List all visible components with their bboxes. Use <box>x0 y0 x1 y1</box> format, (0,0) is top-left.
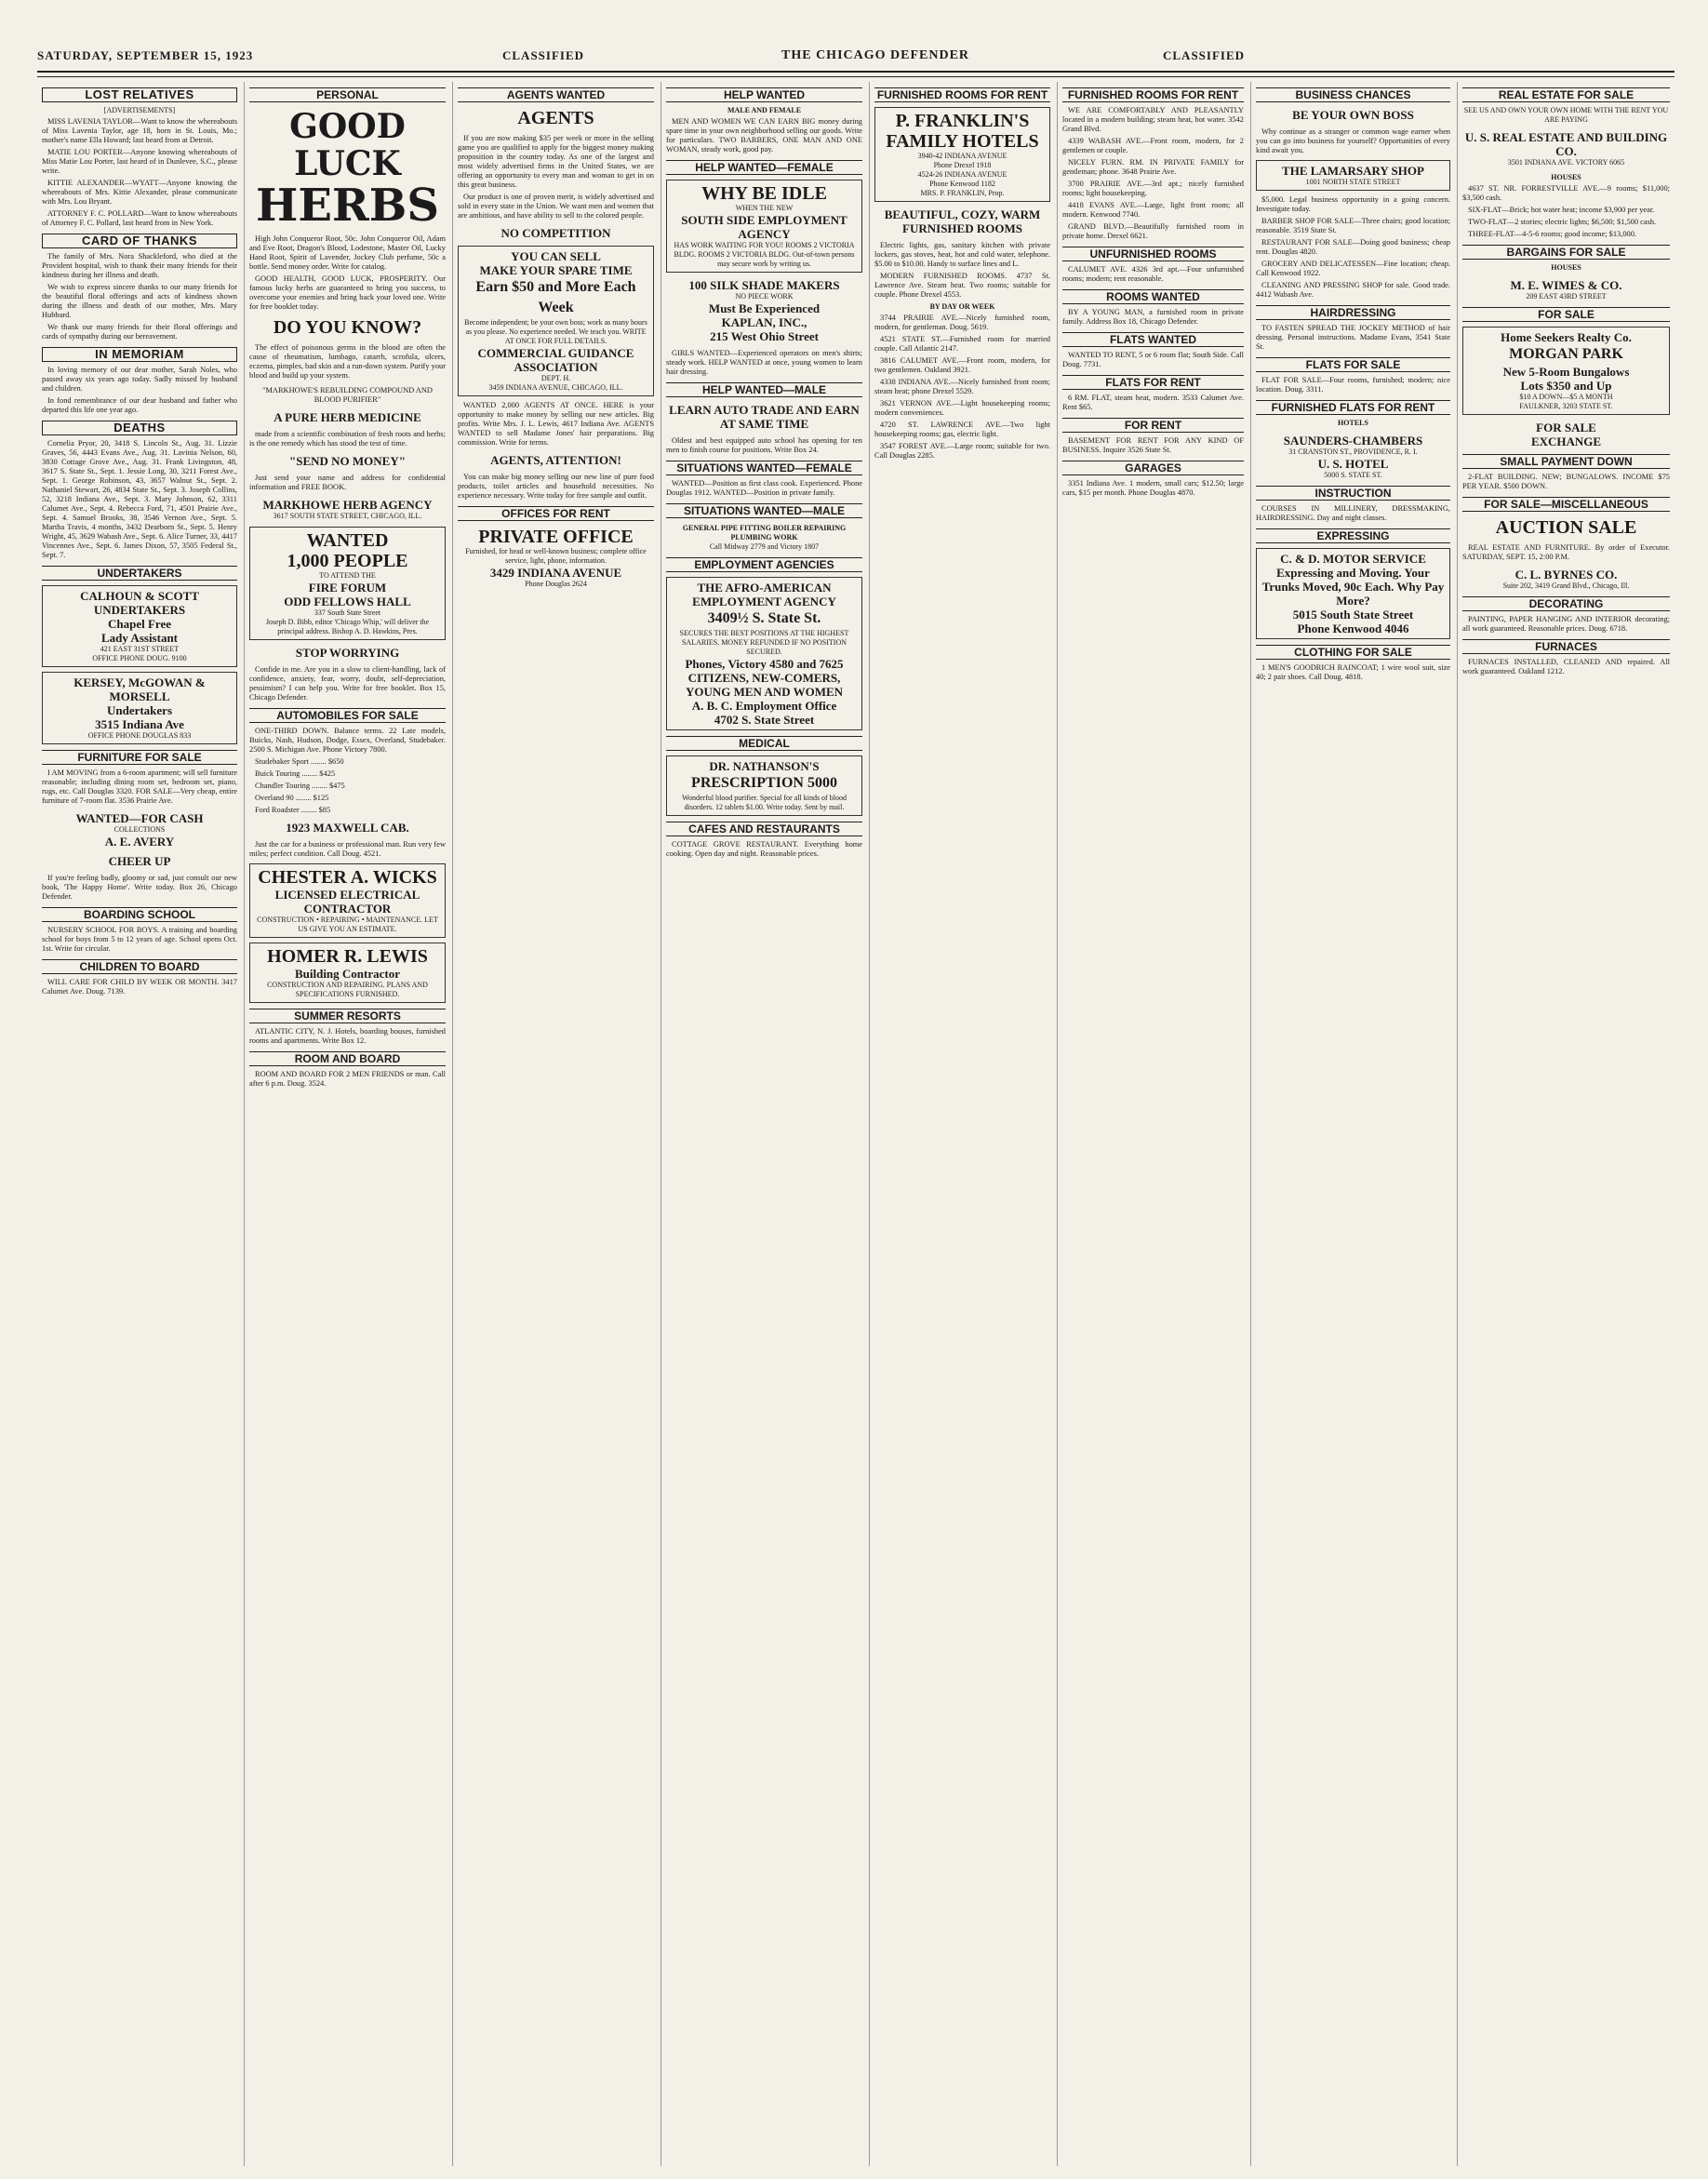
furnished-rooms-heading: FURNISHED ROOMS FOR RENT <box>874 87 1050 102</box>
ad-line: Chapel Free <box>108 617 171 631</box>
room-listing: 4339 WABASH AVE.—Front room, modern, for 2 gentlemen or couple. <box>1062 137 1244 154</box>
nathanson-ad <box>666 755 862 816</box>
real-estate-listing: THREE-FLAT—4-5-6 rooms; good income; $13,000. <box>1468 230 1636 238</box>
furniture-text: I AM MOVING from a 6-room apartment; will sell furniture reasonable; including dining room set, bedroom set, piano, rugs, etc. Call Douglas 3320. FOR SALE—Very cheap, entire furniture of 7-room flat. 3536 Prairie Ave. <box>42 769 237 805</box>
in-memoriam-heading: IN MEMORIAM <box>42 347 237 362</box>
ad-phone: Phones, Victory 4580 and 7625 <box>685 657 844 671</box>
auto-list-item: Overland 90 ........ $125 <box>255 794 329 802</box>
ad-title: Home Seekers Realty Co. <box>1501 330 1632 344</box>
deaths-heading: DEATHS <box>42 421 237 435</box>
ad-title: BE YOUR OWN BOSS <box>1292 108 1414 122</box>
ad-address: 421 EAST 31ST STREET <box>100 645 180 653</box>
personal-heading: PERSONAL <box>249 87 446 102</box>
section-label-left: CLASSIFIED <box>502 48 585 62</box>
thanks-item: We thank our many friends for their floral offerings and cards of sympathy during our bereavement. <box>42 323 237 341</box>
fire-forum-ad <box>249 527 446 640</box>
instruction-text: COURSES IN MILLINERY, DRESSMAKING, HAIRDRESSING. Day and night classes. <box>1256 504 1450 522</box>
ad-line: Lots $350 and Up <box>1520 379 1612 393</box>
ad-subtitle: LICENSED ELECTRICAL CONTRACTOR <box>274 888 420 916</box>
ad-address: 4524-26 INDIANA AVENUE <box>917 170 1007 179</box>
ad-title: CALHOUN & SCOTT <box>80 589 199 603</box>
furnished-rooms-heading-2: FURNISHED ROOMS FOR RENT <box>1062 87 1244 102</box>
ad-address: 4702 S. State Street <box>714 713 815 727</box>
chester-wicks-ad <box>249 863 446 938</box>
cafes-heading: CAFES AND RESTAURANTS <box>666 822 862 836</box>
ad-title: FOR SALE <box>1536 421 1596 434</box>
markhowe-agency <box>249 498 446 521</box>
ad-line: TO ATTEND THE <box>319 571 376 580</box>
calhoun-scott-ad <box>42 585 237 667</box>
ad-text: Become independent; be your own boss; work as many hours as you please. No experience needed. We teach you. WRITE AT ONCE FOR FULL DETAILS. <box>464 318 647 345</box>
send-no-money-text: Just send your name and address for confidential information and FREE BOOK. <box>249 474 446 491</box>
ad-line: CITIZENS, NEW-COMERS, YOUNG MEN AND WOMEN <box>685 671 844 699</box>
ad-title: AGENTS <box>517 108 594 128</box>
room-listing: 3547 FOREST AVE.—Large room; suitable for two. Call Douglas 2285. <box>874 442 1050 460</box>
furnaces-heading: FURNACES <box>1462 639 1670 654</box>
ad-title: HERBS <box>255 180 440 232</box>
pure-herb-text: made from a scientific combination of fresh roots and herbs; is the one remedy which has stood the test of time. <box>249 430 446 448</box>
wanted-cash-ad <box>42 811 237 849</box>
cheer-up-ad <box>42 854 237 868</box>
ad-title: 1923 MAXWELL CAB. <box>286 821 409 835</box>
south-side-agency-ad <box>666 180 862 273</box>
ad-title: 100 SILK SHADE MAKERS <box>688 278 840 292</box>
business-listing: GROCERY AND DELICATESSEN—Fine location; cheap. Call Kenwood 1922. <box>1256 260 1450 277</box>
flats-rent-text: 6 RM. FLAT, steam heat, modern. 3533 Calumet Ave. Rent $65. <box>1062 394 1244 411</box>
ad-address: 3515 Indiana Ave <box>95 717 184 731</box>
ad-title: CHEER UP <box>108 854 171 868</box>
masthead <box>37 48 1675 71</box>
masthead-rule <box>37 71 1675 73</box>
ad-subtitle: MAKE YOUR SPARE TIME <box>479 263 633 277</box>
children-text: WILL CARE FOR CHILD BY WEEK OR MONTH. 3417 Calumet Ave. Doug. 7139. <box>42 978 237 996</box>
ad-title: THE LAMARSARY SHOP <box>1282 164 1424 178</box>
real-estate-listing: TWO-FLAT—2 stories; electric lights; $6,500; $1,500 cash. <box>1468 218 1657 226</box>
lost-item: ATTORNEY F. C. POLLARD—Want to know whereabouts of Attorney F. C. Pollard, last heard from in New York. <box>42 209 237 227</box>
ad-line: DEPT. H. <box>540 374 571 382</box>
column-4 <box>661 82 867 2166</box>
column-8 <box>1457 82 1675 2166</box>
thanks-item: The family of Mrs. Nora Shackleford, who died at the Provident hospital, wish to thank their many friends for their kindness during her illness and death. <box>42 252 237 279</box>
lost-item: KITTIE ALEXANDER—WYATT—Anyone knowing the whereabouts of Mrs. Kittie Alexander, please communicate with Mrs. Lou Bryant. <box>42 179 237 206</box>
ad-title: LEARN AUTO TRADE AND EARN AT SAME TIME <box>669 403 860 431</box>
room-listing: 3744 PRAIRIE AVE.—Nicely furnished room, modern, for gentleman. Doug. 5619. <box>874 314 1050 331</box>
ad-line: ODD FELLOWS HALL <box>284 595 411 608</box>
small-payment-text: 2-FLAT BUILDING. NEW; BUNGALOWS. INCOME $75 PER YEAR. $500 DOWN. <box>1462 473 1670 490</box>
room-listing: 4720 ST. LAWRENCE AVE.—Two light housekeeping rooms; gas, electric light. <box>874 421 1050 438</box>
agents-ad <box>458 108 654 128</box>
houses-heading-2: HOUSES <box>1551 263 1581 272</box>
cafes-text: COTTAGE GROVE RESTAURANT. Everything home cooking. Open day and night. Reasonable prices. <box>666 840 862 858</box>
ad-title: GENERAL PIPE FITTING BOILER REPAIRING PLUMBING WORK <box>682 524 847 541</box>
ad-text: CONSTRUCTION AND REPAIRING. PLANS AND SPECIFICATIONS FURNISHED. <box>267 981 428 998</box>
houses-heading: HOUSES <box>1551 173 1581 181</box>
ad-title: GOOD LUCK <box>289 107 406 183</box>
business-chances-heading: BUSINESS CHANCES <box>1256 87 1450 102</box>
lost-item: MISS LAVENIA TAYLOR—Want to know the whereabouts of Miss Lavenia Taylor, age 18, born in St. Louis, Mo.; mother's name Ella Howard; last heard from at Detroit. <box>42 117 237 144</box>
room-listing: 4418 EVANS AVE.—Large, light front room; all modern. Kenwood 7740. <box>1062 201 1244 219</box>
for-rent-heading: FOR RENT <box>1062 418 1244 433</box>
thanks-item: We wish to express sincere thanks to our many friends for the beautiful floral offerings and acts of kindness shown during the illness and death of our mother, Mrs. Mary Hubbard. <box>42 283 237 319</box>
ad-line: Must Be Experienced <box>708 301 821 315</box>
no-competition <box>458 226 654 240</box>
real-estate-heading: REAL ESTATE FOR SALE <box>1462 87 1670 102</box>
ad-phone: OFFICE PHONE DOUGLAS 833 <box>87 731 192 740</box>
flats-wanted-text: WANTED TO RENT, 5 or 6 room flat; South Side. Call Doug. 7731. <box>1062 351 1244 368</box>
boarding-school-heading: BOARDING SCHOOL <box>42 907 237 922</box>
hotels-heading: HOTELS <box>1338 419 1368 427</box>
ad-address: 3501 INDIANA AVE. VICTORY 6065 <box>1507 158 1625 167</box>
rooms-text: MODERN FURNISHED ROOMS. 4737 St. Lawrence Ave. Steam heat. Two rooms; suitable for couple. Phone Drexel 4553. <box>874 272 1050 299</box>
ad-text: Expressing and Moving. Your Trunks Moved, 90c Each. Why Pay More? <box>1261 566 1445 608</box>
auto-list-item: Buick Touring ........ $425 <box>255 769 336 778</box>
situations-female-heading: SITUATIONS WANTED—FEMALE <box>666 461 862 475</box>
ad-title: U. S. REAL ESTATE AND BUILDING CO. <box>1464 130 1668 158</box>
memoriam-item: In loving memory of our dear mother, Sarah Noles, who passed away six years ago today. Sadly missed by husband and children. <box>42 366 237 393</box>
do-you-know-ad <box>249 317 446 338</box>
ad-address: 3409½ S. State St. <box>707 610 821 626</box>
ad-title: 1,000 PEOPLE <box>287 551 408 571</box>
ad-line: FIRE FORUM <box>308 581 387 595</box>
ad-address: 3429 INDIANA AVENUE <box>489 566 622 580</box>
boiler-ad <box>666 524 862 552</box>
medical-heading: MEDICAL <box>666 736 862 751</box>
for-rent-text: BASEMENT FOR RENT FOR ANY KIND OF BUSINESS. Inquire 3526 State St. <box>1062 436 1244 454</box>
ad-title: KERSEY, McGOWAN & MORSELL <box>73 675 206 703</box>
rooms-wanted-text: BY A YOUNG MAN, a furnished room in private family. Address Box 18, Chicago Defender. <box>1062 308 1244 326</box>
ad-address: Suite 202, 3419 Grand Blvd., Chicago, Ill. <box>1502 582 1630 590</box>
employment-heading: EMPLOYMENT AGENCIES <box>666 557 862 572</box>
bargains-heading: BARGAINS FOR SALE <box>1462 245 1670 260</box>
auto-list-item: Studebaker Sport ........ $650 <box>255 757 344 766</box>
ad-title: AGENTS, ATTENTION! <box>490 453 621 467</box>
do-you-know-text: The effect of poisonous germs in the blood are often the cause of rheumatism, lumbago, catarrh, scrofula, ulcers, eczema, pimples, bad skin and a run-down system. Purify your blood and build up your system. <box>249 343 446 380</box>
room-board-text: ROOM AND BOARD FOR 2 MEN FRIENDS or man. Call after 6 p.m. Doug. 3524. <box>249 1070 446 1088</box>
herbs-text: High John Conqueror Root, 50c. John Conqueror Oil, Adam and Eve Root, Dragon's Blood, Lodestone, Master Oil, Lucky Hand Root, Spirit of Lavender, Jockey Club perfume, 50c a bottle. Send money order. Write for catalog. <box>249 234 446 271</box>
masthead-rule-thin <box>37 76 1675 77</box>
business-listing: CLEANING AND PRESSING SHOP for sale. Good trade. 4412 Wabash Ave. <box>1256 281 1450 299</box>
ad-title: WANTED <box>306 530 389 551</box>
ad-address: 3617 SOUTH STATE STREET, CHICAGO, ILL. <box>273 512 422 520</box>
ad-line: $10 A DOWN—$5 A MONTH <box>1519 393 1613 401</box>
unfurnished-text: CALUMET AVE. 4326 3rd apt.—Four unfurnished rooms; modern; rent reasonable. <box>1062 265 1244 283</box>
clothing-text: 1 MEN'S GOODRICH RAINCOAT; 1 wire wool suit, size 40; 2 pair shoes. Call Doug. 4818. <box>1256 663 1450 681</box>
section-label-right: CLASSIFIED <box>1163 48 1246 62</box>
mf-text: MEN AND WOMEN WE CAN EARN BIG money during spare time in your own neighborhood selling our goods. Write for particulars. TWO BARBERS, ONE MAN AND ONE WOMAN, steady work, good pay. <box>666 117 862 154</box>
ad-phone: OFFICE PHONE DOUG. 9100 <box>92 654 187 662</box>
children-board-heading: CHILDREN TO BOARD <box>42 959 237 974</box>
ad-company: KAPLAN, INC., <box>721 315 807 329</box>
ad-headline: Earn $50 and More Each Week <box>475 279 636 315</box>
ad-text: SECURES THE BEST POSITIONS AT THE HIGHEST SALARIES. MONEY REFUNDED IF NO POSITION SECURED. <box>679 629 849 656</box>
auto-list-item: Ford Roadster ........ $85 <box>255 806 331 814</box>
ad-title: U. S. HOTEL <box>1317 457 1389 471</box>
ad-address: 5015 South State Street <box>1292 608 1414 622</box>
rooms-wanted-heading: ROOMS WANTED <box>1062 289 1244 304</box>
ad-text: Furnished, for head or well-known business; complete office service, light, phone, information. <box>465 547 647 565</box>
column-1 <box>37 82 242 2166</box>
ad-company: A. B. C. Employment Office <box>691 699 837 713</box>
business-listing: RESTAURANT FOR SALE—Doing good business; cheap rent. Douglas 4820. <box>1256 238 1450 256</box>
agents-text: If you are now making $35 per week or more in the selling game you are qualified to apply for the biggest money making proposition in the country today. As one of the largest and most widely advertised firms in the United States, we are offering an opportunity to every man and woman to get in on this great business. <box>458 134 654 189</box>
column-5 <box>869 82 1055 2166</box>
lost-item: MATIE LOU PORTER—Anyone knowing whereabouts of Miss Matie Lou Porter, last heard of in Dunlevee, S.C., please write. <box>42 148 237 175</box>
for-sale-heading: FOR SALE <box>1462 307 1670 322</box>
hairdressing-text: TO FASTEN SPREAD THE JOCKEY METHOD of hair dressing. Personal instructions. Madame Evans, 3541 State St. <box>1256 324 1450 351</box>
ad-address: 209 EAST 43RD STREET <box>1526 292 1607 301</box>
ad-title: FAMILY HOTELS <box>886 131 1039 152</box>
ad-text: HAS WORK WAITING FOR YOU! ROOMS 2 VICTORIA BLDG. ROOMS 2 VICTORIA BLDG. Out-of-town persons may secure work by writing us. <box>674 241 855 268</box>
room-board-heading: ROOM AND BOARD <box>249 1051 446 1066</box>
ad-line: WHEN THE NEW <box>735 204 794 212</box>
ad-title: YOU CAN SELL <box>511 249 601 263</box>
franklin-hotels-ad <box>874 107 1050 202</box>
cheer-up-text: If you're feeling badly, gloomy or sad, just consult our new book, 'The Happy Home'. Write today. Box 26, Chicago Defender. <box>42 874 237 901</box>
real-estate-listing: SIX-FLAT—Brick; hot water heat; income $3,900 per year. <box>1468 206 1655 214</box>
pure-herb-title <box>249 410 446 424</box>
real-estate-listing: 4637 ST. NR. FORRESTVILLE AVE.—9 rooms; $11,000; $3,500 cash. <box>1462 184 1670 202</box>
ad-title: A PURE HERB MEDICINE <box>274 410 421 424</box>
auto-list-item: Chandler Touring ........ $475 <box>255 782 345 790</box>
room-listing: 4338 INDIANA AVE.—Nicely furnished front room; steam heat; phone Drexel 5529. <box>874 378 1050 395</box>
ad-title: THE AFRO-AMERICAN EMPLOYMENT AGENCY <box>692 581 836 608</box>
clothing-heading: CLOTHING FOR SALE <box>1256 645 1450 660</box>
auction-ad <box>1462 517 1670 538</box>
us-real-estate-ad <box>1462 130 1670 167</box>
ad-line: MRS. P. FRANKLIN, Prop. <box>920 189 1005 197</box>
ad-title: EXCHANGE <box>1530 434 1602 448</box>
ad-title: M. E. WIMES & CO. <box>1510 278 1622 292</box>
lost-relatives-sub: [ADVERTISEMENTS] <box>103 106 176 114</box>
summer-resorts-heading: SUMMER RESORTS <box>249 1009 446 1023</box>
hairdressing-heading: HAIRDRESSING <box>1256 305 1450 320</box>
room-listing: 3816 CALUMET AVE.—Front room, modern, for two gentlemen. Oakland 3921. <box>874 356 1050 374</box>
ad-phone: Call Midway 2779 and Victory 1807 <box>709 542 820 551</box>
flats-rent-heading: FLATS FOR RENT <box>1062 375 1244 390</box>
boss-text: Why continue as a stranger or common wage earner when you can go into business for yourself? Opportunities of every kind await you. <box>1256 127 1450 154</box>
ad-address: 3940-42 INDIANA AVENUE <box>917 152 1007 160</box>
ad-address: 337 South State Street <box>314 608 381 617</box>
ad-title: P. FRANKLIN'S <box>895 111 1030 131</box>
learn-auto-ad <box>666 403 862 431</box>
column-6 <box>1057 82 1248 2166</box>
be-your-boss-ad <box>1256 108 1450 122</box>
lamarsary-ad <box>1256 160 1450 191</box>
garages-text: 3351 Indiana Ave. 1 modern, small cars; $12.50; large cars, $15 per month. Phone Douglas 4870. <box>1062 479 1244 497</box>
ad-company: SOUTH SIDE EMPLOYMENT AGENCY <box>681 213 847 241</box>
decorating-heading: DECORATING <box>1462 596 1670 611</box>
attention-text: You can make big money selling our new line of pure food products, toilet articles and household necessities. No experience necessary. Write today for free sample and outfit. <box>458 473 654 500</box>
room-listing: NICELY FURN. RM. IN PRIVATE FAMILY for gentleman; phone. 3648 Prairie Ave. <box>1062 158 1244 176</box>
ad-subtitle: Undertakers <box>106 703 173 717</box>
situations-male-heading: SITUATIONS WANTED—MALE <box>666 503 862 518</box>
auction-text: REAL ESTATE AND FURNITURE. By order of Executor. SATURDAY, SEPT. 15, 2:00 P.M. <box>1462 543 1670 561</box>
instruction-heading: INSTRUCTION <box>1256 486 1450 501</box>
by-day-heading: BY DAY OR WEEK <box>929 302 995 311</box>
home-seekers-ad <box>1462 327 1670 415</box>
ad-address: 5000 S. STATE ST. <box>1324 471 1382 479</box>
our-product-text: Our product is one of proven merit, is widely advertised and sold in every state in the Union. We want men and women that are ambitious, and have ability to sell to the colored people. <box>458 193 654 220</box>
kersey-ad <box>42 672 237 744</box>
maxwell-text: Just the car for a business or professional man. Run very few miles; perfect condition. Call Doug. 4521. <box>249 840 446 858</box>
homer-lewis-ad <box>249 942 446 1003</box>
you-can-sell-ad <box>458 246 654 396</box>
beautiful-text: Electric lights, gas, sanitary kitchen with private lockers, gas stoves, heat, hot and cold water, telephone. $5.00 to $10.00. Handy to surface lines and L. <box>874 241 1050 268</box>
furnaces-text: FURNACES INSTALLED, CLEANED AND repaired. All work guaranteed. Oakland 1212. <box>1462 658 1670 675</box>
ad-phone: Phone Drexel 1918 <box>933 161 992 169</box>
ad-text: CONSTRUCTION • REPAIRING • MAINTENANCE. LET US GIVE YOU AN ESTIMATE. <box>257 916 438 933</box>
ad-subtitle: UNDERTAKERS <box>93 603 186 617</box>
ad-subtitle: COLLECTIONS <box>113 825 166 834</box>
good-luck-herbs-ad <box>249 107 446 232</box>
ad-title: AUCTION SALE <box>1495 517 1637 538</box>
room-listing: 3621 VERNON AVE.—Light housekeeping rooms; modern conveniences. <box>874 399 1050 417</box>
memoriam-item: In fond remembrance of our dear husband and father who departed this life one year ago. <box>42 396 237 414</box>
small-payment-heading: SMALL PAYMENT DOWN <box>1462 454 1670 469</box>
lost-relatives-heading: LOST RELATIVES <box>42 87 237 102</box>
maxwell-ad <box>249 821 446 835</box>
flats-wanted-heading: FLATS WANTED <box>1062 332 1244 347</box>
ad-title: PRIVATE OFFICE <box>478 527 634 547</box>
ad-title: SAUNDERS-CHAMBERS <box>1283 434 1423 448</box>
wimes-ad <box>1462 278 1670 301</box>
ad-title: NO COMPETITION <box>500 226 611 240</box>
column-3 <box>452 82 659 2166</box>
male-female-heading: MALE AND FEMALE <box>727 106 802 114</box>
real-estate-sub: SEE US AND OWN YOUR OWN HOME WITH THE RENT YOU ARE PAYING <box>1463 106 1669 124</box>
agents-attention <box>458 453 654 467</box>
ad-address: 215 West Ohio Street <box>710 329 819 343</box>
ad-text: Joseph D. Bibb, editor 'Chicago Whip,' will deliver the principal address. Bishop A. D. Hawkins, Pres. <box>265 618 430 635</box>
room-listing: GRAND BLVD.—Beautifully furnished room in private home. Drexel 6621. <box>1062 222 1244 240</box>
ad-address: 3459 INDIANA AVENUE, CHICAGO, ILL. <box>488 383 623 392</box>
offices-rent-heading: OFFICES FOR RENT <box>458 506 654 521</box>
ad-subtitle: Building Contractor <box>294 967 401 981</box>
ad-headline: MORGAN PARK <box>1509 346 1623 362</box>
furniture-heading: FURNITURE FOR SALE <box>42 750 237 765</box>
for-sale-exchange <box>1462 421 1670 448</box>
ad-address: 31 CRANSTON ST., PROVIDENCE, R. I. <box>1288 448 1418 456</box>
ad-title: DR. NATHANSON'S <box>709 759 820 773</box>
room-listing: WE ARE COMFORTABLY AND PLEASANTLY located in a modern building; steam heat, hot water. 3542 Grand Blvd. <box>1062 106 1244 133</box>
lamarsary-text: $5,000. Legal business opportunity in a going concern. Investigate today. <box>1256 195 1450 213</box>
beautiful-rooms-ad <box>874 207 1050 235</box>
automobiles-heading: AUTOMOBILES FOR SALE <box>249 708 446 723</box>
stop-worrying-text: Confide in me. Are you in a slow to client-handling, lack of confidence, anxiety, fear, worry, doubt, self-depreciation, pessimism? I can help you. Write for free booklet. Box 15, Chicago Defender. <box>249 665 446 702</box>
garages-heading: GARAGES <box>1062 461 1244 475</box>
ad-headline: PRESCRIPTION 5000 <box>691 775 837 791</box>
kaplan-text: GIRLS WANTED—Experienced operators on men's shirts; steady work. HELP WANTED at once, young women to learn hair dressing. <box>666 349 862 376</box>
ad-title: WHY BE IDLE <box>701 183 827 204</box>
learn-auto-text: Oldest and best equipped auto school has opening for ten men to finish course for positions. Write Box 24. <box>666 436 862 454</box>
help-male-heading: HELP WANTED—MALE <box>666 382 862 397</box>
send-no-money <box>249 454 446 468</box>
newspaper-title: THE CHICAGO DEFENDER <box>781 48 970 62</box>
ad-phone: Phone Kenwood 4046 <box>1297 622 1409 635</box>
private-office-ad <box>458 527 654 589</box>
markhowe-rebuild: "MARKHOWE'S REBUILDING COMPOUND AND BLOOD PURIFIER" <box>262 386 433 404</box>
column-2 <box>244 82 450 2166</box>
ad-line: NO PIECE WORK <box>735 292 794 301</box>
ad-address: FAULKNER, 3203 STATE ST. <box>1519 402 1613 410</box>
agents-wanted-heading: AGENTS WANTED <box>458 87 654 102</box>
decorating-text: PAINTING, PAPER HANGING AND INTERIOR decorating; all work guaranteed. Reasonable prices. Doug. 6718. <box>1462 615 1670 633</box>
deaths-list: Cornelia Pryor, 20, 3418 S. Lincoln St., Aug. 31. Lizzie Graves, 56, 4443 Evans Ave., Aug. 31. Lavinia Nelson, 60, 3830 Cottage Grove Ave., Aug. 31. Frank Livingston, 48, 3617 S. State St., Sept. 1. Jessie Long, 30, 3211 Forest Ave., Sept. 1. George Robinson, 43, 3657 Walnut St., Sept. 2. Nathaniel Stewart, 26, 4834 State St., Sept. 3. Joseph Collins, 52, 3218 Indiana Ave., Sept. 3. Mary Johnson, 62, 3311 Calumet Ave., Sept. 4. Rebecca Ford, 71, 4501 Prairie Ave., Sept. 4. Samuel Brooks, 38, 3546 Vernon Ave., Sept. 5. Martha Travis, 4 months, 3432 Dearborn St., Sept. 5. Henry Wright, 45, 3629 Wabash Ave., Sept. 6. Alice Turner, 33, 4417 Vincennes Ave., Sept. 6. James Dixon, 57, 3505 Federal St., Sept. 7. <box>42 439 237 559</box>
room-listing: 4521 STATE ST.—Furnished room for married couple. Call Atlantic 2147. <box>874 335 1050 353</box>
ad-title: WANTED—FOR CASH <box>75 811 204 825</box>
cd-motor-ad <box>1256 548 1450 639</box>
flats-sale-heading: FLATS FOR SALE <box>1256 357 1450 372</box>
miscellaneous-heading: FOR SALE—MISCELLANEOUS <box>1462 497 1670 512</box>
room-listing: 3700 PRAIRIE AVE.—3rd apt.; nicely furnished rooms; light housekeeping. <box>1062 180 1244 197</box>
ad-title: "SEND NO MONEY" <box>289 454 406 468</box>
expressing-heading: EXPRESSING <box>1256 528 1450 543</box>
help-wanted-heading: HELP WANTED <box>666 87 862 102</box>
ad-text: Wonderful blood purifier. Special for all kinds of blood disorders. 12 tablets $1.00. Write today. Sent by mail. <box>682 794 847 811</box>
kaplan-ad <box>666 278 862 343</box>
business-listing: BARBER SHOP FOR SALE—Three chairs; good location; reasonable. 3519 State St. <box>1256 217 1450 234</box>
unfurnished-heading: UNFURNISHED ROOMS <box>1062 247 1244 261</box>
undertakers-heading: UNDERTAKERS <box>42 566 237 581</box>
issue-date: SATURDAY, SEPTEMBER 15, 1923 <box>37 48 254 62</box>
ad-title: C. L. BYRNES CO. <box>1515 568 1618 582</box>
ad-title: C. & D. MOTOR SERVICE <box>1280 552 1426 566</box>
afro-american-agency-ad <box>666 577 862 730</box>
resorts-text: ATLANTIC CITY, N. J. Hotels, boarding houses, furnished rooms and apartments. Write Box 12. <box>249 1027 446 1045</box>
help-female-heading: HELP WANTED—FEMALE <box>666 160 862 175</box>
furnished-flats-heading: FURNISHED FLATS FOR RENT <box>1256 400 1450 415</box>
ad-title: CHESTER A. WICKS <box>258 867 437 888</box>
saunders-ad <box>1256 434 1450 480</box>
boarding-text: NURSERY SCHOOL FOR BOYS. A training and boarding school for boys from 5 to 12 years of age. School opens Oct. 1st. Write for circular. <box>42 926 237 953</box>
ad-company: COMMERCIAL GUIDANCE ASSOCIATION <box>477 346 634 374</box>
flats-sale-text: FLAT FOR SALE—Four rooms, furnished; modern; nice location. Doug. 3311. <box>1256 376 1450 394</box>
situations-female-text: WANTED—Position as first class cook. Experienced. Phone Douglas 1912. WANTED—Position in private family. <box>666 479 862 497</box>
ad-phone: Phone Kenwood 1182 <box>929 180 995 188</box>
ad-title: HOMER R. LEWIS <box>267 946 428 967</box>
stop-worrying-ad <box>249 646 446 660</box>
ad-line: Lady Assistant <box>101 631 178 645</box>
byrnes-ad <box>1462 568 1670 591</box>
ad-line: New 5-Room Bungalows <box>1502 365 1630 379</box>
ad-name: A. E. AVERY <box>104 835 175 849</box>
ad-title: BEAUTIFUL, COZY, WARM FURNISHED ROOMS <box>884 207 1041 235</box>
agents-text-2: WANTED 2,000 AGENTS AT ONCE. HERE is your opportunity to make money by selling our new articles. Big profits. Write Mrs. J. L. Lewis, 4617 Indiana Ave. AGENTS WANTED to sell Madame Jones' hair preparations. Big commission. Write for terms. <box>458 401 654 447</box>
ad-title: STOP WORRYING <box>295 646 400 660</box>
ad-phone: Phone Douglas 2624 <box>525 580 587 588</box>
ad-address: 1001 NORTH STATE STREET <box>1305 178 1401 186</box>
card-of-thanks-heading: CARD OF THANKS <box>42 234 237 248</box>
column-7 <box>1250 82 1455 2166</box>
ad-title: DO YOU KNOW? <box>273 317 422 338</box>
good-luck-text: GOOD HEALTH, GOOD LUCK, PROSPERITY. Our famous lucky herbs are guaranteed to bring you success, to overcome your enemies and bring back your loved one. Write for free booklet today. <box>249 274 446 311</box>
ad-title: MARKHOWE HERB AGENCY <box>262 498 433 512</box>
auto-text: ONE-THIRD DOWN. Balance terms. 22 Late models, Buicks, Nash, Hudson, Dodge, Essex, Overland, Studebaker. 2500 S. Michigan Ave. Phone Victory 7800. <box>249 727 446 754</box>
